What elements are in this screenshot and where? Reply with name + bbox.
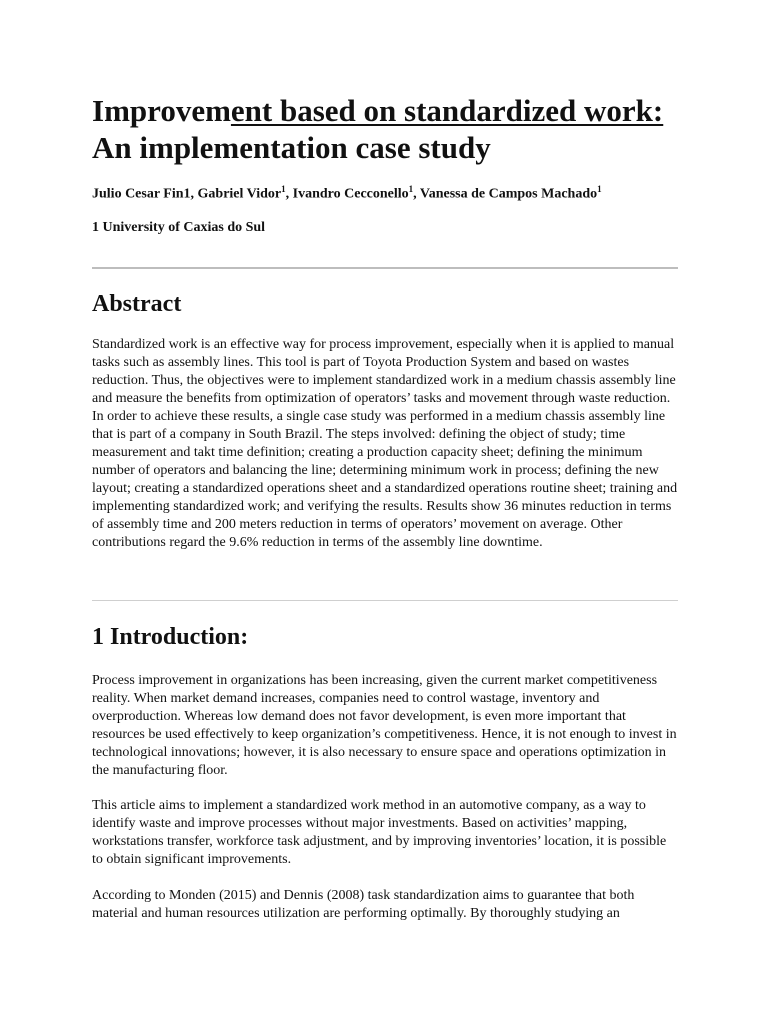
author-1: Julio Cesar Fin1, Gabriel Vidor [92, 186, 282, 202]
title-part2-underlined: ent based on standardized work: [230, 93, 664, 128]
divider [92, 600, 678, 601]
author-4-affil-mark: 1 [597, 184, 602, 194]
author-4: , Vanessa de Campos Machado [413, 186, 598, 202]
introduction-heading: 1 Introduction: [92, 624, 249, 650]
abstract-text: Standardized work is an effective way for process improvement, especially when it is applied to manual tasks such as assembly lines. This tool is part of Toyota Production System and based on wastes reduction. Thus, the objectives were to implement standardized work in a medium chassis assembly line and measure the benefits from optimization of operators’ tasks and movement through waste reduction. In order to achieve these results, a single case study was performed in a medium chassis assembly line that is part of a company in South Brazil. The steps involved: defining the object of study; time measurement and takt time definition; creating a production capacity sheet; defining the minimum number of operators and balancing the line; determining minimum work in process; defining the new layout; creating a standardized operations sheet and a standardized operations routine sheet; training and implementing standardized work; and verifying the results. Results show 36 minutes reduction in terms of assembly time and 200 meters reduction in terms of operators’ movement on average. Other contributions regard the 9.6% reduction in terms of the assembly line downtime. [92, 337, 678, 550]
title-part1: Improvem [92, 93, 231, 128]
author-3-affil-mark: 1 [408, 184, 414, 194]
title-line2: An implementation case study [92, 130, 491, 165]
author-list [92, 184, 692, 203]
author-1-affil-mark: 1 [281, 184, 286, 194]
paper-title [92, 92, 678, 166]
divider [92, 267, 678, 269]
author-3: , Ivandro Cecconello [285, 186, 409, 202]
abstract-heading: Abstract [92, 291, 182, 317]
affiliation: 1 University of Caxias do Sul [92, 220, 266, 235]
introduction-paragraph-3: According to Monden (2015) and Dennis (2008) task standardization aims to guarantee that both material and human resources utilization are performing optimally. By thoroughly studying an [92, 888, 635, 921]
introduction-paragraph-2: This article aims to implement a standardized work method in an automotive company, as a way to identify waste and improve processes without major investments. Based on activities’ mapping, workstations transfer, workforce task adjustment, and by improving inventories’ location, it is possible to obtain significant improvements. [92, 798, 667, 867]
introduction-paragraph-1: Process improvement in organizations has been increasing, given the current market competitiveness reality. When market demand increases, companies need to control wastage, inventory and overproduction. Whereas low demand does not favor development, is even more important that resources be used effectively to keep organization’s competitiveness. Hence, it is not enough to invest in technological innovations; however, it is also necessary to ensure space and operations optimization in the manufacturing floor. [92, 673, 677, 778]
